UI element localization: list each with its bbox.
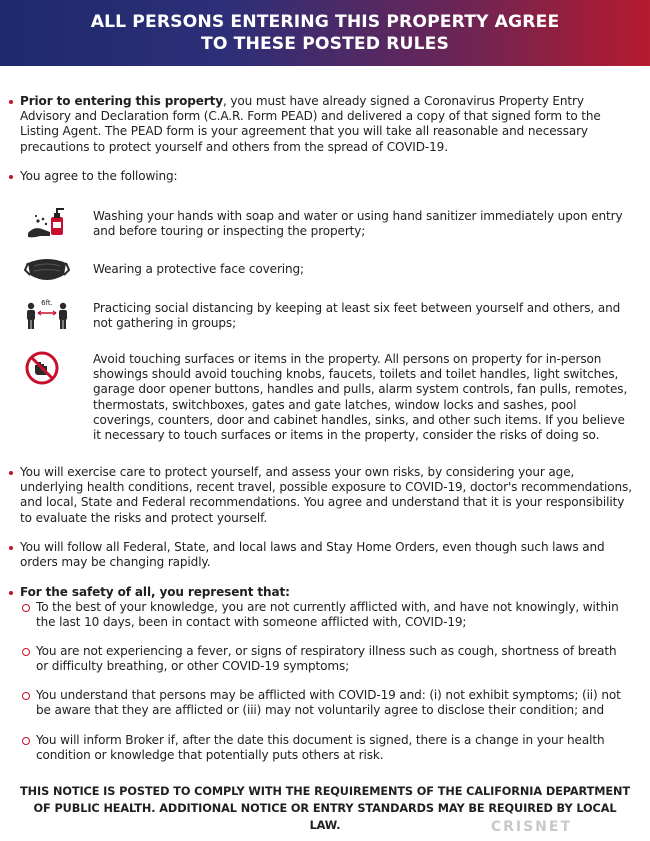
safety-point-4: You will inform Broker if, after the date this document is signed, there is a change in your health condition or knowledge that potentially puts others at risk. — [22, 733, 627, 763]
laws-paragraph: You will follow all Federal, State, and local laws and Stay Home Orders, even though such laws and orders may be changing rapidly. — [20, 540, 635, 570]
agree-heading: You agree to the following: — [20, 169, 635, 184]
header-banner — [0, 0, 650, 66]
item-avoid-touching: Avoid touching surfaces or items in the property. All persons on property for in-person showings should avoid touching knobs, faucets, toilets and toilet handles, light switches, garage door opener buttons, handles and pulls, alarm system controls, fan pulls, remotes, thermostats, switchboxes, gates and gate latches, window locks and sashes, pool coverings, counters, door and cabinet handles, sinks, and other such items. If you believe it necessary to touch surfaces or items in the property, consider the risks of doing so. — [93, 352, 628, 443]
intro-paragraph — [20, 94, 635, 155]
care-paragraph: You will exercise care to protect yourself, and assess your own risks, by considering your age, underlying health conditions, recent travel, possible exposure to COVID-19, doctor's recommendations, and local, State and Federal recommendations. You agree and understand that it is your responsibility to evaluate the risks and protect yourself. — [20, 465, 635, 526]
hand-sanitizer-icon — [24, 207, 70, 241]
face-mask-icon — [24, 253, 70, 287]
item-social-distancing: Practicing social distancing by keeping at least six feet between yourself and others, and not gathering in groups; — [93, 301, 621, 331]
item-hand-washing: Washing your hands with soap and water or using hand sanitizer immediately upon entry and before touring or inspecting the property; — [93, 209, 623, 239]
social-distance-icon — [24, 297, 70, 331]
banner-title-line-2: TO THESE POSTED RULES — [201, 34, 449, 54]
safety-point-2: You are not experiencing a fever, or signs of respiratory illness such as cough, shortness of breath or difficulty breathing, or other COVID-19 symptoms; — [22, 644, 627, 674]
intro-bold-lead: Prior to entering this property — [20, 94, 223, 108]
legal-notice: THIS NOTICE IS POSTED TO COMPLY WITH THE REQUIREMENTS OF THE CALIFORNIA DEPARTMENT OF PUBLIC HEALTH. ADDITIONAL NOTICE OR ENTRY STANDARDS MAY BE REQUIRED BY LOCAL LAW. — [20, 785, 630, 832]
intro-text: , you must have already signed a Coronavirus Property Entry Advisory and Declaration form (C.A.R. Form PEAD) and delivered a copy of that signed form to the Listing Agent. The PEAD form is your agreement that you will take all reasonable and necessary precautions to protect yourself and others from the spread of COVID-19. — [20, 94, 601, 154]
six-feet-label: 6ft. — [41, 299, 53, 307]
safety-point-1: To the best of your knowledge, you are not currently afflicted with, and have not knowingly, within the last 10 days, been in contact with someone afflicted with, COVID-19; — [22, 600, 627, 630]
safety-heading-text: For the safety of all, you represent that: — [20, 585, 290, 599]
safety-point-3: You understand that persons may be afflicted with COVID-19 and: (i) not exhibit symptoms; (ii) not be aware that they are afflicted or (iii) may not voluntarily agree to disclose their condition; and — [22, 688, 627, 718]
safety-heading — [20, 585, 635, 600]
banner-title-line-1: ALL PERSONS ENTERING THIS PROPERTY AGREE — [90, 12, 560, 32]
watermark: CRISNET — [490, 819, 572, 835]
item-face-covering: Wearing a protective face covering; — [93, 262, 304, 276]
no-touch-icon — [24, 351, 70, 385]
